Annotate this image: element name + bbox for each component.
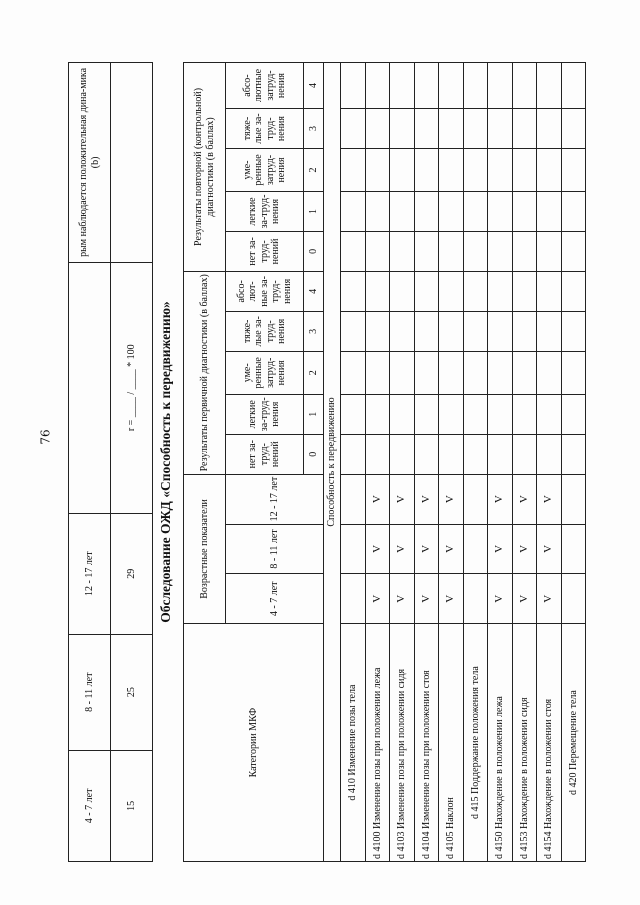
level-col: нет за-труд-нений [226, 434, 304, 474]
section-label: Способность к передвижению [324, 63, 341, 862]
table-row [390, 63, 415, 862]
score-entry-cell [365, 394, 390, 434]
score-entry-cell [439, 434, 464, 474]
score-entry-cell [414, 311, 439, 351]
age-col: 12 - 17 лет [226, 474, 324, 524]
score-entry-cell [341, 63, 366, 109]
score-entry-cell [561, 394, 586, 434]
score-entry-cell [512, 434, 537, 474]
score-cell: 2 [304, 351, 324, 394]
score-entry-cell [365, 191, 390, 231]
icf-category-label: d 4103 Изменение позы при положении сидя [390, 624, 415, 862]
score-entry-cell [488, 149, 513, 192]
score-cell: 4 [304, 63, 324, 109]
score-entry-cell [414, 271, 439, 311]
score-entry-cell [512, 63, 537, 109]
score-entry-cell [463, 109, 488, 149]
age-check-cell: V [414, 574, 439, 624]
score-entry-cell [561, 109, 586, 149]
formula-header [69, 262, 111, 513]
icf-category-label: d 420 Перемещение тела [561, 624, 586, 862]
age-group-header: Возрастные показатели [184, 474, 226, 624]
score-entry-cell [439, 231, 464, 271]
icf-category-label: d 4150 Нахождение в положении лежа [488, 624, 513, 862]
score-entry-cell [463, 63, 488, 109]
score-entry-cell [341, 271, 366, 311]
level-col: уме-ренные затруд-нения [226, 351, 304, 394]
age-check-cell [561, 474, 586, 524]
level-col: легкие за-труд-нения [226, 191, 304, 231]
age-col: 4 - 7 лет [226, 574, 324, 624]
score-entry-cell [365, 231, 390, 271]
score-entry-cell [414, 434, 439, 474]
score-entry-cell [561, 149, 586, 192]
dynamics-header: рым наблюдается положительная дина-мика (b) [69, 63, 111, 263]
score-entry-cell [488, 191, 513, 231]
score-entry-cell [537, 434, 562, 474]
score-cell: 1 [304, 191, 324, 231]
score-entry-cell [341, 231, 366, 271]
age-check-cell: V [488, 574, 513, 624]
score-entry-cell [341, 191, 366, 231]
score-entry-cell [365, 351, 390, 394]
icf-header: Категории МКФ [184, 624, 324, 862]
age-check-cell: V [390, 574, 415, 624]
icf-category-label: d 4104 Изменение позы при положении стоя [414, 624, 439, 862]
score-entry-cell [512, 191, 537, 231]
header-row-1 [184, 63, 226, 862]
score-entry-cell [414, 109, 439, 149]
score-entry-cell [365, 149, 390, 192]
age-check-cell: V [537, 574, 562, 624]
icf-category-label: d 410 Изменение позы тела [341, 624, 366, 862]
age-header: 4 - 7 лет [69, 750, 111, 861]
score-entry-cell [463, 271, 488, 311]
dynamics-value [111, 63, 153, 263]
icf-category-label: d 4105 Наклон [439, 624, 464, 862]
age-check-cell [463, 524, 488, 574]
age-value: 15 [111, 750, 153, 861]
age-check-cell: V [365, 474, 390, 524]
level-col: уме-ренные затруд-нения [226, 149, 304, 192]
score-entry-cell [463, 311, 488, 351]
table-row [341, 63, 366, 862]
score-entry-cell [390, 271, 415, 311]
table-row [414, 63, 439, 862]
level-col: абсо-лют-ные за-труд-нения [226, 271, 304, 311]
age-check-cell: V [390, 524, 415, 574]
score-entry-cell [341, 394, 366, 434]
score-entry-cell [537, 149, 562, 192]
score-cell: 2 [304, 149, 324, 192]
score-entry-cell [561, 63, 586, 109]
score-entry-cell [390, 109, 415, 149]
score-entry-cell [439, 271, 464, 311]
score-entry-cell [537, 231, 562, 271]
score-entry-cell [439, 351, 464, 394]
table-row [537, 63, 562, 862]
table-row [561, 63, 586, 862]
coefficient-header-row [69, 63, 111, 862]
age-check-cell [341, 524, 366, 574]
score-entry-cell [390, 149, 415, 192]
age-check-cell: V [488, 474, 513, 524]
age-check-cell: V [390, 474, 415, 524]
table-row [365, 63, 390, 862]
icf-category-label: d 4153 Нахождение в положении сидя [512, 624, 537, 862]
score-entry-cell [512, 351, 537, 394]
page-number: 76 [38, 429, 53, 445]
score-entry-cell [488, 394, 513, 434]
level-col: тяже-лые за-труд-нения [226, 109, 304, 149]
age-check-cell [341, 574, 366, 624]
score-entry-cell [463, 191, 488, 231]
score-entry-cell [488, 231, 513, 271]
score-entry-cell [463, 394, 488, 434]
score-cell: 1 [304, 394, 324, 434]
age-check-cell: V [512, 574, 537, 624]
score-entry-cell [390, 231, 415, 271]
score-entry-cell [537, 191, 562, 231]
score-entry-cell [414, 63, 439, 109]
score-entry-cell [439, 311, 464, 351]
score-entry-cell [414, 351, 439, 394]
score-entry-cell [341, 434, 366, 474]
score-cell: 4 [304, 271, 324, 311]
score-entry-cell [365, 271, 390, 311]
score-entry-cell [365, 109, 390, 149]
score-entry-cell [390, 63, 415, 109]
level-col: легкие за-труд-нения [226, 394, 304, 434]
table-row [488, 63, 513, 862]
score-entry-cell [390, 434, 415, 474]
score-entry-cell [512, 149, 537, 192]
age-check-cell: V [512, 474, 537, 524]
score-entry-cell [414, 231, 439, 271]
age-value: 29 [111, 513, 153, 634]
score-entry-cell [341, 109, 366, 149]
rotated-content [68, 62, 588, 862]
age-header: 12 - 17 лет [69, 513, 111, 634]
age-check-cell: V [365, 524, 390, 574]
icf-category-label: d 4154 Нахождение в положении стоя [537, 624, 562, 862]
icf-category-label: d 4100 Изменение позы при положении лежа [365, 624, 390, 862]
table-row [463, 63, 488, 862]
score-entry-cell [390, 191, 415, 231]
score-cell: 3 [304, 109, 324, 149]
score-entry-cell [488, 63, 513, 109]
age-check-cell: V [488, 524, 513, 574]
primary-results-header: Результаты первичной диагностики (в баллах) [184, 271, 226, 474]
coefficient-table [68, 62, 153, 862]
score-cell: 0 [304, 434, 324, 474]
score-entry-cell [341, 149, 366, 192]
section-row [324, 63, 341, 862]
score-entry-cell [512, 311, 537, 351]
score-entry-cell [390, 311, 415, 351]
age-check-cell: V [439, 524, 464, 574]
age-check-cell: V [537, 524, 562, 574]
age-col: 8 - 11 лет [226, 524, 324, 574]
score-entry-cell [463, 149, 488, 192]
score-entry-cell [537, 271, 562, 311]
age-check-cell: V [414, 524, 439, 574]
formula: r = ____ / ____ * 100 [111, 262, 153, 513]
age-check-cell [341, 474, 366, 524]
score-entry-cell [365, 63, 390, 109]
age-value: 25 [111, 634, 153, 750]
score-entry-cell [561, 351, 586, 394]
score-entry-cell [341, 351, 366, 394]
score-entry-cell [439, 63, 464, 109]
score-entry-cell [414, 394, 439, 434]
score-entry-cell [414, 191, 439, 231]
table-row [512, 63, 537, 862]
section-title: Обследование ОЖД «Способность к передвижению» [158, 301, 173, 623]
score-cell: 0 [304, 231, 324, 271]
score-cell: 3 [304, 311, 324, 351]
age-header: 8 - 11 лет [69, 634, 111, 750]
score-entry-cell [561, 231, 586, 271]
coefficient-value-row [111, 63, 153, 862]
table-row [439, 63, 464, 862]
score-entry-cell [561, 311, 586, 351]
age-check-cell: V [512, 524, 537, 574]
score-entry-cell [512, 231, 537, 271]
score-entry-cell [512, 394, 537, 434]
score-entry-cell [390, 394, 415, 434]
age-check-cell [463, 474, 488, 524]
score-entry-cell [463, 231, 488, 271]
age-check-cell [561, 524, 586, 574]
score-entry-cell [488, 271, 513, 311]
score-entry-cell [390, 351, 415, 394]
score-entry-cell [537, 351, 562, 394]
score-entry-cell [512, 271, 537, 311]
score-entry-cell [365, 434, 390, 474]
level-col: тяже-лые за-труд-нения [226, 311, 304, 351]
icf-category-label: d 415 Поддержание положения тела [463, 624, 488, 862]
table-body [341, 63, 586, 862]
score-entry-cell [561, 434, 586, 474]
score-entry-cell [537, 109, 562, 149]
age-check-cell [561, 574, 586, 624]
level-col: нет за-труд-нений [226, 231, 304, 271]
score-entry-cell [488, 109, 513, 149]
age-check-cell: V [365, 574, 390, 624]
score-entry-cell [439, 109, 464, 149]
score-entry-cell [488, 311, 513, 351]
score-entry-cell [341, 311, 366, 351]
age-check-cell: V [439, 474, 464, 524]
score-entry-cell [537, 394, 562, 434]
score-entry-cell [488, 434, 513, 474]
age-check-cell: V [537, 474, 562, 524]
age-check-cell: V [439, 574, 464, 624]
level-col: абсо-лютные затруд-нения [226, 63, 304, 109]
score-entry-cell [537, 63, 562, 109]
age-check-cell [463, 574, 488, 624]
repeat-results-header: Результаты повторной (контрольной) диагностики (в баллах) [184, 63, 226, 272]
age-check-cell: V [414, 474, 439, 524]
score-entry-cell [439, 394, 464, 434]
assessment-table [183, 62, 586, 862]
score-entry-cell [439, 149, 464, 192]
score-entry-cell [463, 434, 488, 474]
score-entry-cell [512, 109, 537, 149]
score-entry-cell [561, 271, 586, 311]
score-entry-cell [488, 351, 513, 394]
score-entry-cell [414, 149, 439, 192]
score-entry-cell [561, 191, 586, 231]
score-entry-cell [463, 351, 488, 394]
score-entry-cell [439, 191, 464, 231]
score-entry-cell [537, 311, 562, 351]
score-entry-cell [365, 311, 390, 351]
